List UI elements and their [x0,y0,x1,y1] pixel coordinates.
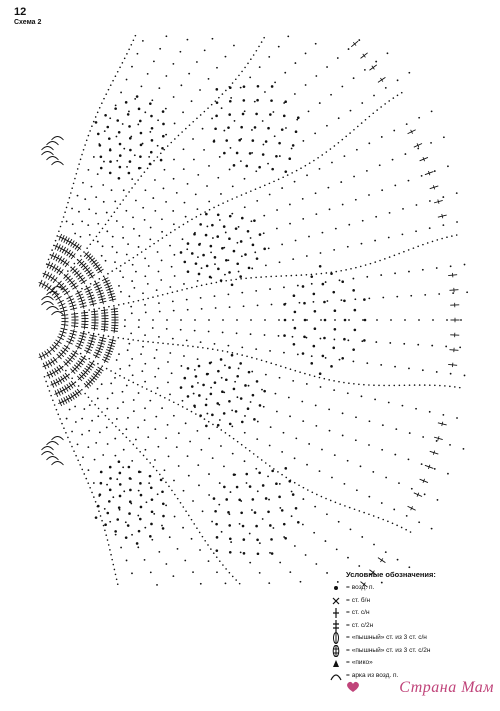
legend-item [328,607,496,620]
legend-item [328,632,496,645]
legend-equals: = [346,621,350,629]
legend-item [328,619,496,632]
legend-item-text: ст. б/н [351,596,371,604]
legend-title: Условные обозначения: [346,570,436,579]
legend-item [328,644,496,657]
legend-item-text: арка из возд. п. [351,671,399,679]
legend-item [328,582,496,595]
crochet-chart [0,30,500,590]
legend-item [328,594,496,607]
watermark: Страна Мам [399,679,494,696]
legend-item-text: ст. с/н [351,609,370,617]
legend-equals: = [346,646,350,654]
double-crochet-icon [328,620,344,632]
arch-icon [328,670,344,682]
cross-icon [328,595,344,607]
legend-equals: = [346,584,350,592]
legend [328,570,496,682]
dot-icon [328,582,344,594]
legend-item-text: ст. с/2н [351,621,374,629]
legend-item-text: «пышный» ст. из 3 ст. с/н [351,634,427,642]
legend-item [328,657,496,670]
legend-equals: = [346,596,350,604]
legend-equals: = [346,634,350,642]
legend-equals: = [346,659,350,667]
legend-equals: = [346,671,350,679]
heart-icon [346,681,360,693]
legend-item-text: «пышный» ст. из 3 ст. с/2н [351,646,431,654]
legend-item-text: возд. п. [351,584,375,592]
single-crochet-icon [328,607,344,619]
picot-icon [328,657,344,669]
legend-equals: = [346,609,350,617]
puff-stitch-icon [328,632,344,644]
puff-stitch-double-icon [328,645,344,657]
legend-item-text: «пико» [351,659,373,667]
page-number: 12 [14,6,27,18]
scheme-title: Схема 2 [14,19,42,26]
